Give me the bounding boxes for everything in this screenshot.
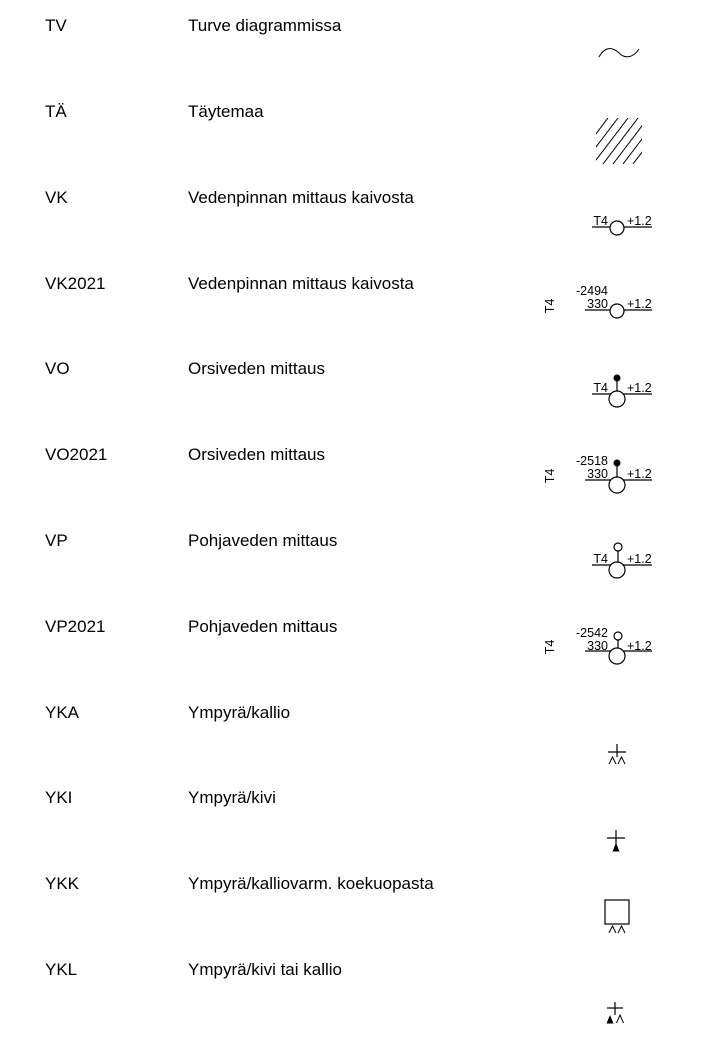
wave-icon [597,44,641,66]
negative-number-text: -2542 [576,626,608,640]
legend-row-ykk [0,874,705,960]
row-label: Vedenpinnan mittaus kaivosta [188,188,414,207]
level-text: +1.2 [627,639,652,653]
number-text: 330 [587,297,608,311]
groundwater-level-icon [540,533,705,585]
row-label: Orsiveden mittaus [188,359,325,378]
row-code: TV [45,16,67,35]
point-id-text: T4 [543,298,557,314]
row-code: VO2021 [45,445,108,464]
number-text: 330 [587,639,608,653]
row-code: VK2021 [45,274,106,293]
point-id-text: T4 [543,639,557,655]
row-code: VK [45,188,68,207]
number-text: 330 [587,467,608,481]
negative-number-text: -2518 [576,454,608,468]
row-label: Ympyrä/kallio [188,703,291,722]
row-code: TÄ [45,102,67,121]
row-code: VO [45,359,70,378]
hatch-icon [596,118,642,164]
legend-row-yki [0,788,705,874]
row-label: Turve diagrammissa [188,16,342,35]
negative-number-text: -2494 [576,284,608,298]
legend-row-yka [0,703,705,789]
row-code: VP2021 [45,617,106,636]
level-text: +1.2 [627,467,652,481]
row-label: Pohjaveden mittaus [188,617,338,636]
circle-bedrock-icon [601,741,633,767]
point-id-text: T4 [543,468,557,484]
row-label: Vedenpinnan mittaus kaivosta [188,274,414,293]
row-code: YKA [45,703,80,722]
point-id-text: T4 [593,381,608,395]
row-code: YKI [45,788,73,807]
level-text: +1.2 [627,381,652,395]
well-water-level-2021-icon [540,278,705,328]
row-label: Ympyrä/kalliovarm. koekuopasta [188,874,434,893]
level-text: +1.2 [627,297,652,311]
circle-stone-or-bedrock-icon [601,1000,629,1026]
row-label: Orsiveden mittaus [188,445,325,464]
row-label: Ympyrä/kivi tai kallio [188,960,342,979]
row-label: Täytemaa [188,102,264,121]
point-id-text: T4 [593,552,608,566]
row-code: YKL [45,960,78,979]
row-label: Ympyrä/kivi [188,788,276,807]
circle-stone-icon [604,827,630,854]
level-text: +1.2 [627,552,652,566]
level-text: +1.2 [627,214,652,228]
row-code: VP [45,531,68,550]
legend-row-ykl [0,960,705,1046]
well-water-level-icon [540,195,705,245]
groundwater-level-2021-icon [540,619,705,671]
perched-water-level-2021-icon [540,447,705,499]
point-id-text: T4 [593,214,608,228]
row-code: YKK [45,874,80,893]
circle-bedrock-confirmed-test-pit-icon [602,898,632,935]
perched-water-level-icon [540,361,705,413]
row-label: Pohjaveden mittaus [188,531,338,550]
